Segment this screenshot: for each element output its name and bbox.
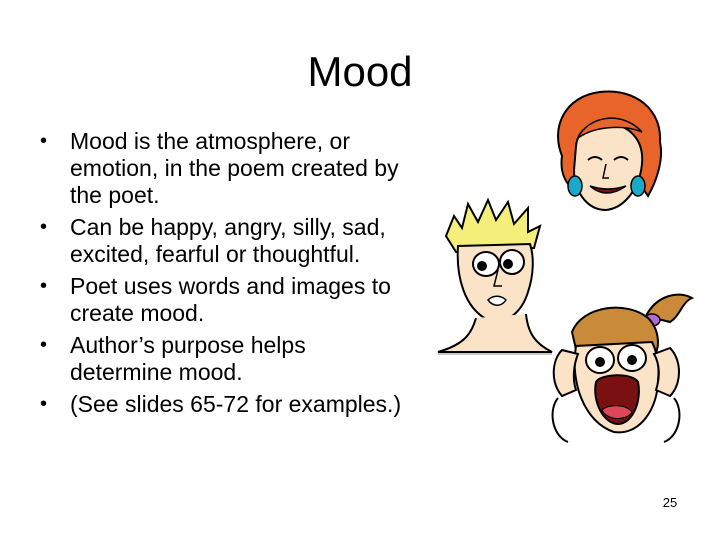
bullet-icon: • (40, 334, 48, 356)
bullet-icon: • (40, 275, 48, 297)
bullet-icon: • (40, 130, 48, 152)
bullet-text: Poet uses words and images to create mood. (70, 273, 391, 326)
bullet-item (40, 128, 410, 209)
bullet-item (40, 391, 410, 418)
bullet-item (40, 273, 410, 327)
bullet-text: Author’s purpose helps determine mood. (70, 332, 306, 385)
screaming-girl-illustration (542, 286, 694, 450)
bullet-text: (See slides 65-72 for examples.) (70, 391, 402, 417)
slide-title: Mood (307, 48, 413, 95)
bullet-icon: • (40, 393, 48, 415)
bullet-icon: • (40, 216, 48, 238)
bullet-item (40, 332, 410, 386)
slide-number: 25 (662, 495, 678, 510)
bullet-text: Mood is the atmosphere, or emotion, in the poem created by the poet. (70, 128, 399, 208)
bullet-item (40, 214, 410, 268)
smiling-woman-illustration (548, 86, 668, 216)
bullet-list (40, 128, 410, 423)
bullet-text: Can be happy, angry, silly, sad, excited, fearful or thoughtful. (70, 214, 386, 267)
worried-man-illustration (436, 196, 554, 356)
